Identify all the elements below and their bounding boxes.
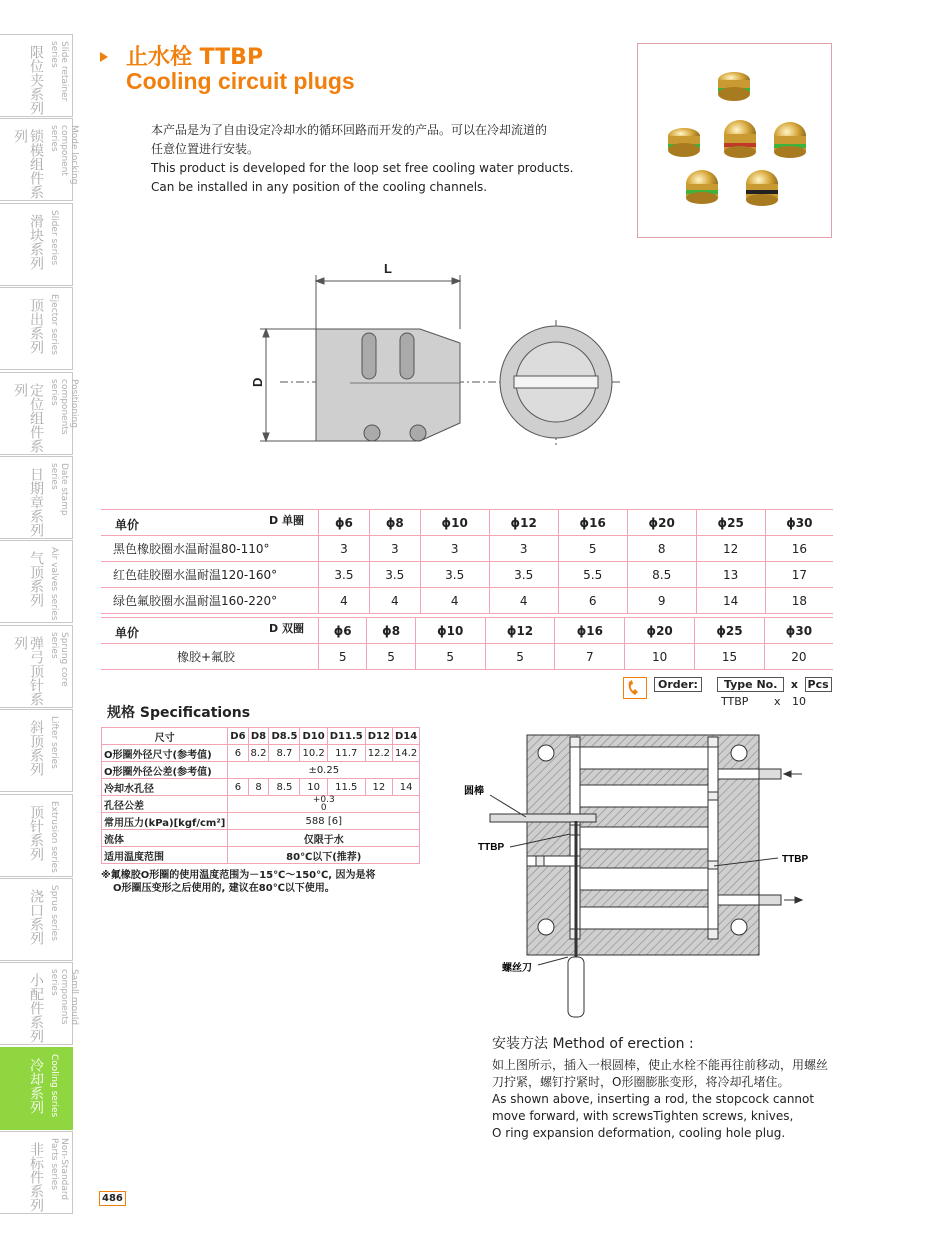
price-cell: 3.5 xyxy=(369,562,420,588)
spec-cell: 6 xyxy=(228,745,248,762)
sidebar-item-en: Air valves series xyxy=(49,547,59,622)
price-cell: 17 xyxy=(765,562,833,588)
spec-cell: ±0.25 xyxy=(228,762,420,779)
sidebar-item-cn: 小配件系列 xyxy=(28,973,44,1044)
price-header-label xyxy=(101,618,319,644)
spec-note-line-2: O形圈压变形之后使用的, 建议在80℃以下使用。 xyxy=(113,883,335,894)
product-photo xyxy=(637,43,832,238)
order-example-pcs: 10 xyxy=(791,695,806,708)
spec-head: D8.5 xyxy=(269,728,300,745)
price-cell: 5 xyxy=(415,644,485,670)
method-en-line-3: O ring expansion deformation, cooling hole plug. xyxy=(492,1126,786,1140)
sidebar-item-en: Sprung core series xyxy=(49,631,69,687)
spec-head: D14 xyxy=(392,728,419,745)
size-header: ϕ10 xyxy=(415,618,485,644)
sidebar-item[interactable] xyxy=(0,1047,73,1130)
plug-green-2 xyxy=(774,122,806,158)
size-header: ϕ30 xyxy=(764,618,833,644)
price-header-label xyxy=(101,510,319,536)
sidebar-item-en: Non-Standard Parts series xyxy=(49,1138,69,1201)
sidebar-item-en: Cooling series xyxy=(49,1053,59,1118)
order-example-type: TTBP xyxy=(721,695,749,708)
method-title: 安装方法 Method of erection : xyxy=(492,1036,694,1052)
method-cn-line-2: 刀拧紧，螺钉拧紧时，O形圈膨胀变形，将冷却孔堵住。 xyxy=(492,1075,790,1089)
technical-drawing xyxy=(250,255,630,455)
label-rod: 圆棒 xyxy=(464,786,484,797)
sidebar-item-en: Positioning components series xyxy=(49,378,79,435)
sidebar-item-cn: 顶出系列 xyxy=(28,298,44,355)
size-header: ϕ6 xyxy=(319,510,370,536)
order-example xyxy=(721,695,806,708)
intro-cn-line-1: 本产品是为了自由设定冷却水的循环回路而开发的产品。可以在冷却流道的 xyxy=(151,123,548,137)
sidebar-item[interactable] xyxy=(0,203,73,286)
plug-gold-1 xyxy=(668,128,700,157)
spec-cell: 8 xyxy=(248,779,269,796)
sidebar-item-en: Mode locking component series xyxy=(49,125,79,185)
size-header: ϕ30 xyxy=(765,510,833,536)
label-screwdriver: 螺丝刀 xyxy=(502,963,532,974)
order-pcs-box: Pcs xyxy=(805,677,832,692)
price-cell: 20 xyxy=(764,644,833,670)
sidebar-item-cn: 限位夹系列 xyxy=(28,45,44,115)
unit-label: 单价 xyxy=(115,626,140,640)
sidebar-item-cn: 斜顶系列 xyxy=(28,720,44,777)
spec-cell: 8.7 xyxy=(269,745,300,762)
price-table-double-ring xyxy=(101,617,833,670)
spec-cell: 14.2 xyxy=(392,745,419,762)
intro-en-line-2: Can be installed in any position of the cooling channels. xyxy=(151,180,488,194)
sidebar-item-cn: 锁模组件系列 xyxy=(12,129,44,200)
product-photo-illustration xyxy=(638,44,831,237)
sidebar-item-en: Ejector series xyxy=(49,294,59,356)
size-header: ϕ8 xyxy=(367,618,415,644)
sidebar-item-cn: 非标件系列 xyxy=(28,1142,44,1213)
spec-label: 孔径公差 xyxy=(102,796,228,813)
spec-note-line-1: ※氟橡胶O形圈的使用温度范围为－15℃～150℃, 因为是将 xyxy=(101,870,376,881)
spec-cell: 8.5 xyxy=(269,779,300,796)
order-type-box: Type No. xyxy=(717,677,784,692)
spec-cell: 80℃以下(推荐) xyxy=(228,847,420,864)
sidebar-item-en: Slider series xyxy=(49,209,59,265)
price-cell: 4 xyxy=(489,588,558,614)
price-cell: 6 xyxy=(558,588,627,614)
sidebar-item[interactable] xyxy=(0,456,73,539)
sidebar-item[interactable] xyxy=(0,1131,73,1214)
sidebar-item[interactable] xyxy=(0,962,79,1045)
installation-diagram xyxy=(460,725,820,1025)
spec-cell: 10 xyxy=(300,779,327,796)
spec-head: D10 xyxy=(300,728,327,745)
spec-cell: 12.2 xyxy=(365,745,392,762)
size-header: ϕ8 xyxy=(369,510,420,536)
diameter-label: D 双圈 xyxy=(269,622,304,635)
sidebar-item-cn: 弹弓顶针系列 xyxy=(12,635,44,706)
method-en-line-1: As shown above, inserting a rod, the stopcock cannot xyxy=(492,1092,815,1106)
category-sidebar xyxy=(0,34,79,1221)
dim-L-label: L xyxy=(384,261,392,276)
spec-label: 适用温度范围 xyxy=(102,847,228,864)
price-table-single-ring xyxy=(101,509,833,614)
order-info xyxy=(654,678,832,691)
sidebar-item-cn: 日期章系列 xyxy=(28,467,44,537)
spec-label: 常用压力(kPa)[kgf/cm²] xyxy=(102,813,228,830)
page-title-en: Cooling circuit plugs xyxy=(126,68,355,94)
dim-D-label: D xyxy=(250,377,265,387)
page-title-cn: 止水栓 TTBP xyxy=(126,45,264,70)
sidebar-item[interactable] xyxy=(0,34,73,117)
plug-green-3 xyxy=(686,170,718,204)
spec-head: D8 xyxy=(248,728,269,745)
spec-note xyxy=(101,869,376,895)
spec-cell: 8.2 xyxy=(248,745,269,762)
plug-end-view xyxy=(500,326,612,438)
price-cell: 8.5 xyxy=(627,562,696,588)
sidebar-item-cn: 冷却系列 xyxy=(28,1057,44,1114)
price-row-label: 黑色橡胶圈水温耐温80-110° xyxy=(101,536,319,562)
method-text xyxy=(492,1057,842,1142)
method-en-line-2: move forward, with screwsTighten screws, knives, xyxy=(492,1109,794,1123)
spec-cell: 10.2 xyxy=(300,745,327,762)
price-cell: 10 xyxy=(625,644,695,670)
size-header: ϕ25 xyxy=(696,510,765,536)
spec-cell: 14 xyxy=(392,779,419,796)
price-cell: 5 xyxy=(367,644,415,670)
price-cell: 4 xyxy=(369,588,420,614)
spec-head-size: 尺寸 xyxy=(102,728,228,745)
sidebar-item[interactable] xyxy=(0,287,73,370)
spec-head: D6 xyxy=(228,728,248,745)
page-number: 486 xyxy=(99,1191,126,1206)
price-cell: 3 xyxy=(369,536,420,562)
price-cell: 5 xyxy=(485,644,555,670)
order-icon xyxy=(623,677,647,703)
spec-label: O形圈外径公差(参考值) xyxy=(102,762,228,779)
price-cell: 8 xyxy=(627,536,696,562)
price-cell: 14 xyxy=(696,588,765,614)
fittings xyxy=(759,769,781,905)
price-cell: 15 xyxy=(695,644,765,670)
spec-label: O形圈外径尺寸(参考值) xyxy=(102,745,228,762)
spec-cell: +0.3 0 xyxy=(228,796,420,813)
price-cell: 3 xyxy=(420,536,489,562)
sidebar-item[interactable] xyxy=(0,625,73,708)
price-cell: 3 xyxy=(319,536,370,562)
size-header: ϕ10 xyxy=(420,510,489,536)
size-header: ϕ20 xyxy=(625,618,695,644)
spec-cell: 仅限于水 xyxy=(228,830,420,847)
size-header: ϕ20 xyxy=(627,510,696,536)
spec-head: D12 xyxy=(365,728,392,745)
price-cell: 4 xyxy=(420,588,489,614)
size-header: ϕ16 xyxy=(558,510,627,536)
sidebar-item-en: Sprue series xyxy=(49,885,59,941)
intro-en-line-1: This product is developed for the loop set free cooling water products. xyxy=(151,161,574,175)
spec-label: 流体 xyxy=(102,830,228,847)
size-header: ϕ16 xyxy=(555,618,625,644)
spec-title: 规格 Specifications xyxy=(107,705,251,721)
plug-black xyxy=(746,170,778,206)
order-x: x xyxy=(790,678,799,691)
order-example-x: x xyxy=(773,695,781,708)
spec-cell: 588 [6] xyxy=(228,813,420,830)
plug-side-view xyxy=(316,329,460,441)
price-row-label: 绿色氟胶圈水温耐温160-220° xyxy=(101,588,319,614)
sidebar-item-en: Date stamp series xyxy=(49,463,69,516)
price-cell: 7 xyxy=(555,644,625,670)
sidebar-item-en: Samll mould components series xyxy=(49,969,79,1026)
sidebar-item-en: Lifter series xyxy=(49,716,59,769)
spec-cell: 6 xyxy=(228,779,248,796)
sidebar-item-cn: 气顶系列 xyxy=(28,551,44,608)
spec-cell: 11.7 xyxy=(327,745,365,762)
sidebar-item-cn: 定位组件系列 xyxy=(12,382,44,453)
spec-table xyxy=(101,727,420,864)
title-arrow-icon xyxy=(100,52,108,62)
price-cell: 12 xyxy=(696,536,765,562)
price-cell: 3.5 xyxy=(319,562,370,588)
price-cell: 18 xyxy=(765,588,833,614)
spec-label: 冷却水孔径 xyxy=(102,779,228,796)
intro-text xyxy=(151,121,573,197)
spec-cell: 12 xyxy=(365,779,392,796)
sidebar-item[interactable] xyxy=(0,794,73,877)
price-row-label: 红色硅胶圈水温耐温120-160° xyxy=(101,562,319,588)
size-header: ϕ25 xyxy=(695,618,765,644)
plug-green-1 xyxy=(718,72,750,101)
sidebar-item[interactable] xyxy=(0,709,73,792)
size-header: ϕ12 xyxy=(489,510,558,536)
price-cell: 5.5 xyxy=(558,562,627,588)
sidebar-item-en: Extrusion series xyxy=(49,800,59,873)
price-cell: 5 xyxy=(558,536,627,562)
price-cell: 4 xyxy=(319,588,370,614)
size-header: ϕ6 xyxy=(319,618,367,644)
sidebar-item-en: Slide retainer series xyxy=(49,41,69,102)
plug-red xyxy=(724,120,756,158)
spec-head: D11.5 xyxy=(327,728,365,745)
rod xyxy=(490,814,596,822)
method-cn-line-1: 如上图所示，插入一根圆棒，使止水栓不能再往前移动，用螺丝 xyxy=(492,1058,829,1072)
label-ttbp-left: TTBP xyxy=(478,842,505,853)
price-cell: 3.5 xyxy=(489,562,558,588)
diameter-label: D 单圈 xyxy=(269,514,304,527)
order-label: Order: xyxy=(654,677,702,692)
label-ttbp-right: TTBP xyxy=(782,854,809,865)
price-cell: 13 xyxy=(696,562,765,588)
sidebar-item-cn: 滑块系列 xyxy=(28,213,44,270)
price-cell: 9 xyxy=(627,588,696,614)
price-cell: 16 xyxy=(765,536,833,562)
size-header: ϕ12 xyxy=(485,618,555,644)
price-cell: 5 xyxy=(319,644,367,670)
price-cell: 3 xyxy=(489,536,558,562)
price-row-label: 橡胶+氟胶 xyxy=(101,644,319,670)
sidebar-item-cn: 浇口系列 xyxy=(28,889,44,945)
sidebar-item[interactable] xyxy=(0,540,73,623)
unit-label: 单价 xyxy=(115,518,140,532)
sidebar-item[interactable] xyxy=(0,878,73,961)
sidebar-item[interactable] xyxy=(0,372,79,455)
sidebar-item[interactable] xyxy=(0,118,79,201)
price-cell: 3.5 xyxy=(420,562,489,588)
sidebar-item-cn: 顶针系列 xyxy=(28,804,44,861)
intro-cn-line-2: 任意位置进行安装。 xyxy=(151,142,260,156)
spec-cell: 11.5 xyxy=(327,779,365,796)
